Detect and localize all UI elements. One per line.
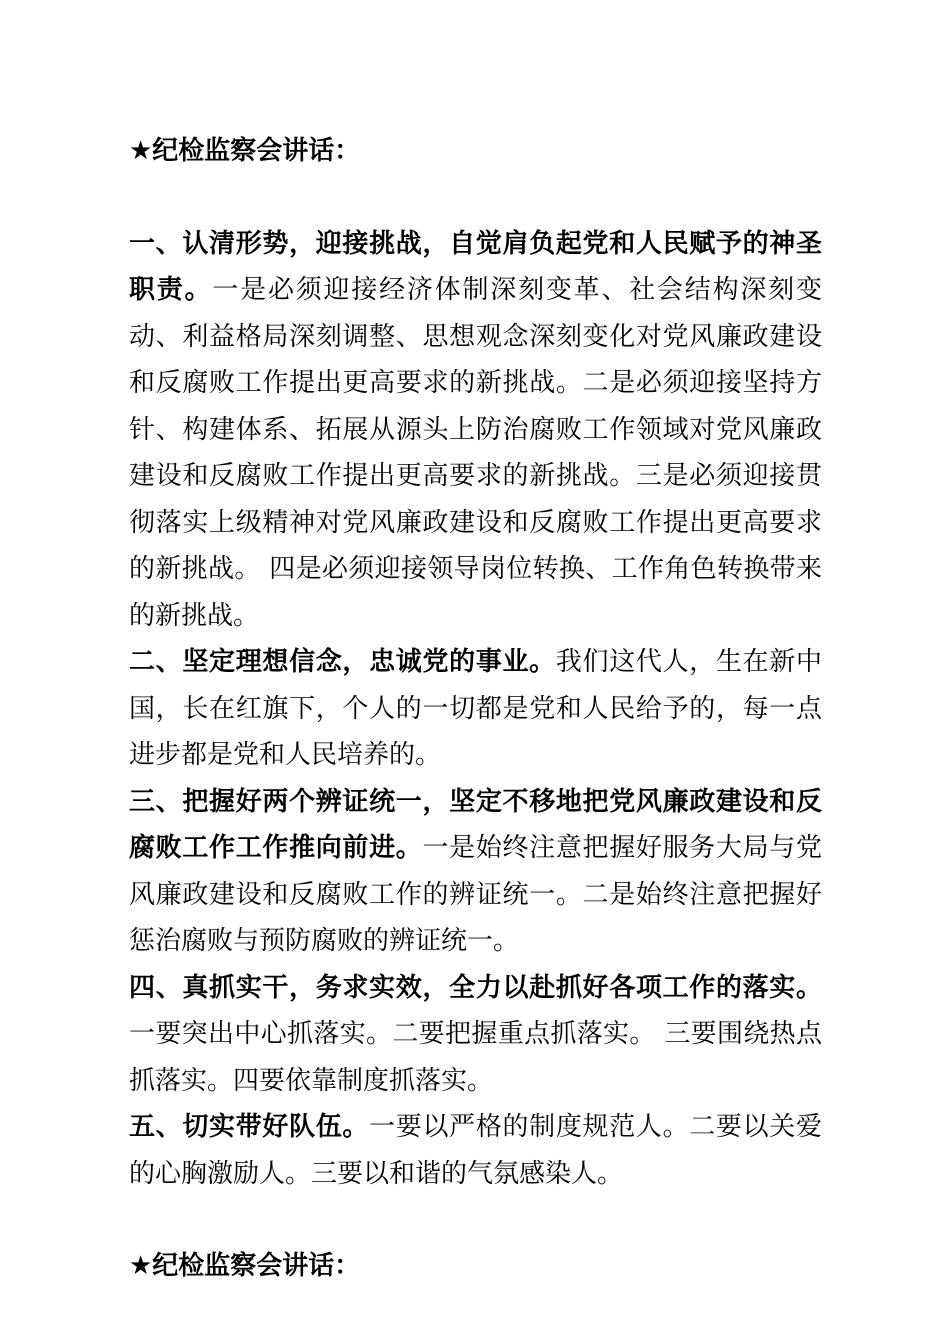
paragraph-2-text: 我们这代人，生在新中国，长在红旗下，个人的一切都是党和人民给予的，每一点进步都是党和人民培养的。	[129, 647, 822, 770]
paragraph-2-title: 二、坚定理想信念，忠诚党的事业。	[129, 647, 556, 677]
paragraph-4	[129, 965, 822, 1105]
paragraph-4-title: 四、真抓实干，务求实效，全力以赴抓好各项工作的落实。	[129, 972, 822, 1003]
paragraph-1-text: 一是必须迎接经济体制深刻变革、社会结构深刻变动、利益格局深刻调整、思想观念深刻变化对党风廉政建设和反腐败工作提出更高要求的新挑战。二是必须迎接坚持方针、构建体系、拓展从源头上防治腐败工作领域对党风廉政建设和反腐败工作提出更高要求的新挑战。三是必须迎接贯彻落实上级精神对党风廉政建设和反腐败工作提出更高要求的新挑战。 四是必须迎接领导岗位转换、工作角色转换带来的新挑战。	[129, 275, 822, 631]
paragraph-5-title: 五、切实带好队伍。	[129, 1112, 370, 1142]
document-body	[129, 128, 822, 1290]
paragraph-2	[129, 639, 822, 779]
paragraph-1-title: 一、认清形势，迎接挑战，自觉肩负起党和人民赋予的神圣职责。	[129, 228, 822, 305]
section-heading-top: ★纪检监察会讲话：	[129, 136, 361, 166]
paragraph-3-text: 一是始终注意把握好服务大局与党风廉政建设和反腐败工作的辨证统一。二是始终注意把握好惩治腐败与预防腐败的辨证统一。	[129, 833, 822, 956]
paragraph-5-text: 一要以严格的制度规范人。二要以关爱的心胸激励人。三要以和谐的气氛感染人。	[129, 1112, 822, 1189]
paragraph-4-text: 一要突出中心抓落实。二要把握重点抓落实。 三要围绕热点抓落实。四要依靠制度抓落实。	[129, 1019, 822, 1096]
paragraph-3-title: 三、把握好两个辨证统一，坚定不移地把党风廉政建设和反腐败工作工作推向前进。	[129, 786, 822, 863]
paragraph-1	[129, 221, 822, 640]
paragraph-3	[129, 779, 822, 965]
section-heading-bottom: ★纪检监察会讲话：	[129, 1251, 361, 1281]
paragraph-5	[129, 1104, 822, 1197]
